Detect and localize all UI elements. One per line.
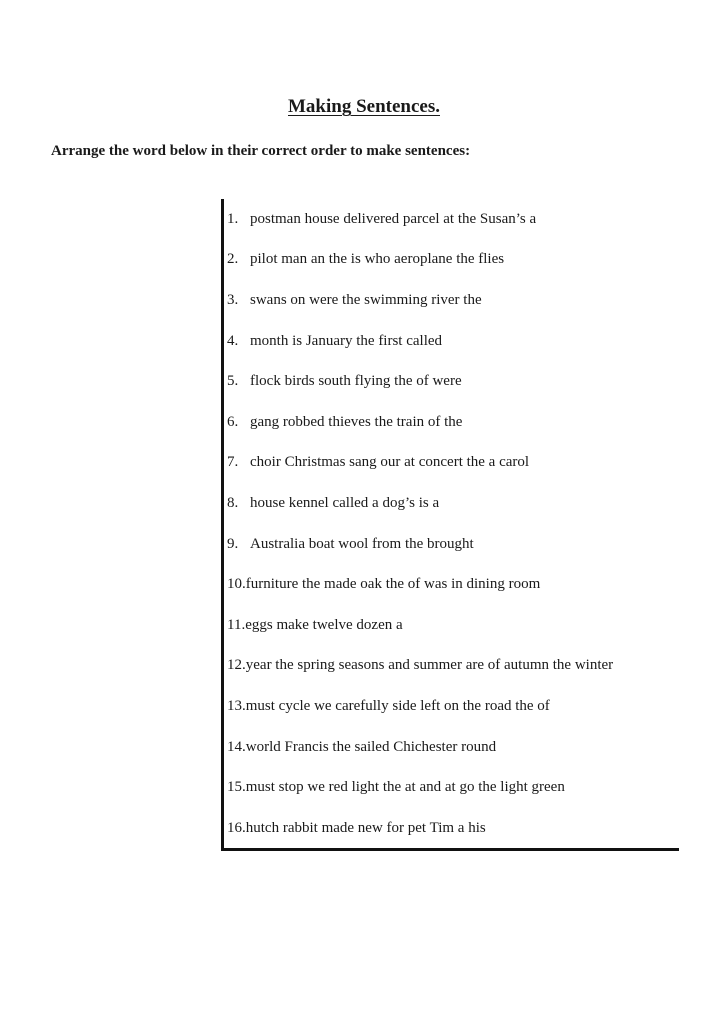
item-number: 3. (227, 291, 239, 308)
item-text: gang robbed thieves the train of the (250, 413, 463, 430)
item-text: pilot man an the is who aeroplane the flies (250, 251, 505, 268)
item-number: 12. (227, 657, 246, 674)
item-number: 7. (227, 454, 239, 471)
item-text: choir Christmas sang our at concert the a carol (250, 454, 530, 471)
list-item (227, 443, 613, 484)
item-text: must stop we red light the at and at go the light green (245, 779, 565, 796)
item-text: flock birds south flying the of were (250, 373, 462, 390)
item-number: 15. (227, 779, 246, 796)
list-item (227, 199, 613, 240)
item-number: 16. (227, 819, 246, 836)
item-text: house kennel called a dog’s is a (250, 494, 440, 511)
list-item (227, 240, 613, 281)
item-number: 13. (227, 697, 246, 714)
list-item (227, 321, 613, 362)
item-number: 5. (227, 373, 239, 390)
item-number: 10. (227, 576, 246, 593)
list-item (227, 646, 613, 687)
item-text: furniture the made oak the of was in dining room (245, 576, 541, 593)
list-item (227, 280, 613, 321)
item-text: hutch rabbit made new for pet Tim a his (245, 819, 486, 836)
list-item (227, 564, 613, 605)
item-text: eggs make twelve dozen a (245, 616, 403, 633)
item-number: 4. (227, 332, 239, 349)
item-text: Australia boat wool from the brought (250, 535, 474, 552)
item-number: 14. (227, 738, 246, 755)
list-item (227, 605, 613, 646)
list-item (227, 483, 613, 524)
page-title: Making Sentences. (288, 96, 440, 117)
list-item (227, 402, 613, 443)
list-item (227, 727, 613, 768)
item-number: 9. (227, 535, 239, 552)
list-item (227, 686, 613, 727)
item-text: month is January the first called (250, 332, 443, 349)
sentence-list (227, 199, 613, 849)
item-text: world Francis the sailed Chichester round (245, 738, 497, 755)
item-number: 6. (227, 413, 239, 430)
item-text: swans on were the swimming river the (250, 291, 482, 308)
item-number: 2. (227, 251, 239, 268)
list-item (227, 361, 613, 402)
list-item (227, 524, 613, 565)
item-number: 11. (227, 616, 246, 633)
item-text: must cycle we carefully side left on the road the of (245, 697, 550, 714)
item-number: 8. (227, 494, 239, 511)
list-item (227, 767, 613, 808)
list-item (227, 808, 613, 849)
item-number: 1. (227, 210, 239, 227)
instructions-text: Arrange the word below in their correct order to make sentences: (51, 143, 471, 159)
item-text: postman house delivered parcel at the Susan’s a (250, 210, 537, 227)
item-text: year the spring seasons and summer are of autumn the winter (245, 657, 614, 674)
